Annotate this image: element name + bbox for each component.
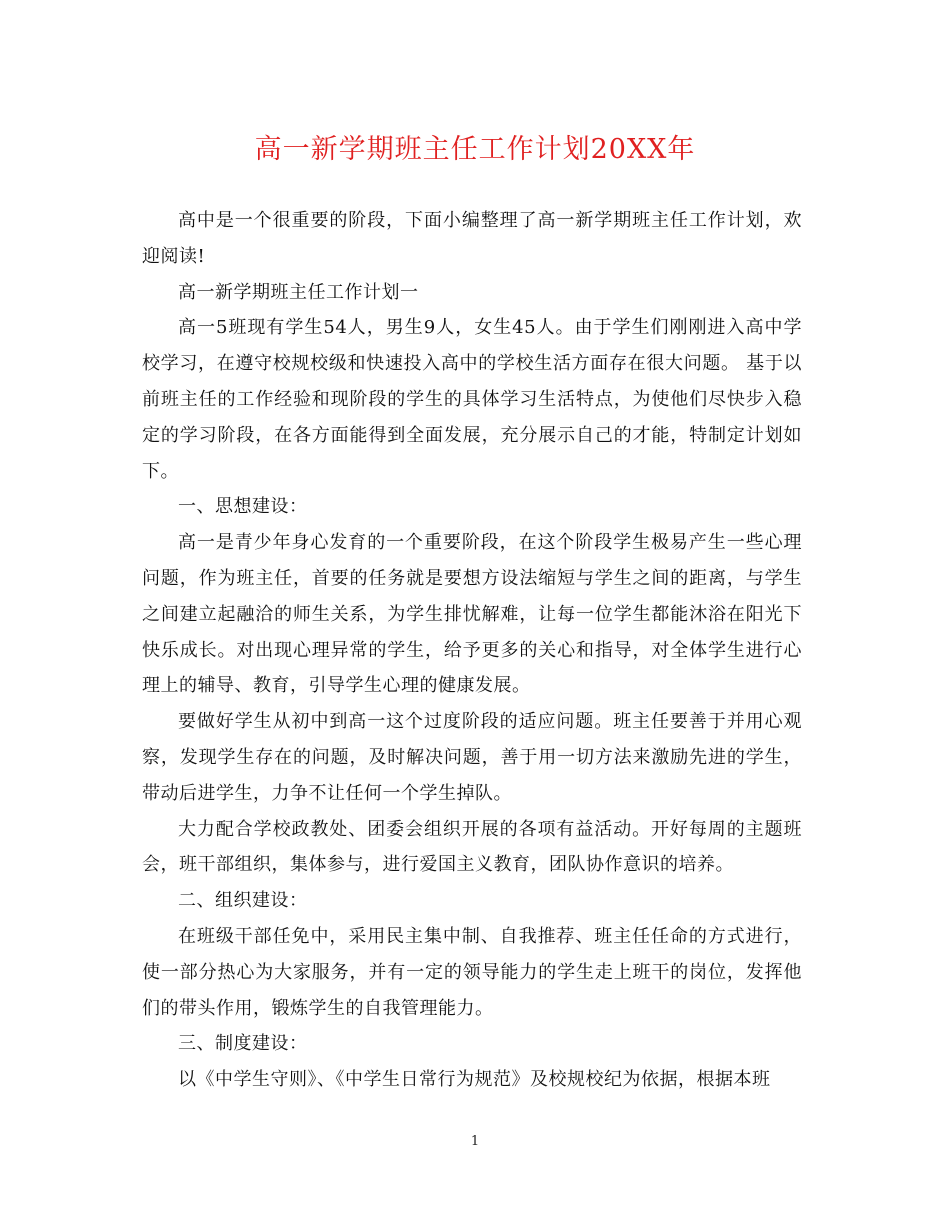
section-heading-ideology: 一、思想建设： (178, 496, 308, 518)
paragraph-plan-heading: 高一新学期班主任工作计划一 (178, 281, 419, 303)
section-heading-system: 三、制度建设： (178, 1033, 308, 1055)
page-number: 1 (470, 1134, 480, 1149)
paragraph-ideology-3: 大力配合学校政教处、团委会组织开展的各项有益活动。开好每周的主题班会，班干部组织，集体参与，进行爱国主义教育，团队协作意识的培养。 (142, 818, 802, 876)
paragraph-class-overview: 高一5班现有学生54人，男生9人，女生45人。由于学生们刚刚进入高中学校学习，在遵守校规校级和快速投入高中的学校生活方面存在很大问题。 基于以前班主任的工作经验和现阶段的学生的具体学习生活特点，为使他们尽快步入稳定的学习阶段，在各方面能得到全面发展，充分展示自己的才能，特制定计划如下。 (142, 317, 802, 482)
paragraph-organization: 在班级干部任免中，采用民主集中制、自我推荐、班主任任命的方式进行，使一部分热心为大家服务，并有一定的领导能力的学生走上班干的岗位，发挥他们的带头作用，锻炼学生的自我管理能力。 (142, 925, 802, 1019)
document-body (142, 203, 802, 1098)
paragraph-ideology-1: 高一是青少年身心发育的一个重要阶段，在这个阶段学生极易产生一些心理问题，作为班主任，首要的任务就是要想方设法缩短与学生之间的距离，与学生之间建立起融洽的师生关系，为学生排忧解难，让每一位学生都能沐浴在阳光下快乐成长。对出现心理异常的学生，给予更多的关心和指导，对全体学生进行心理上的辅导、教育，引导学生心理的健康发展。 (142, 532, 802, 697)
paragraph-intro: 高中是一个很重要的阶段，下面小编整理了高一新学期班主任工作计划，欢迎阅读! (142, 210, 802, 267)
document-title: 高一新学期班主任工作计划20XX年 (254, 134, 696, 165)
paragraph-ideology-2: 要做好学生从初中到高一这个过度阶段的适应问题。班主任要善于并用心观察，发现学生存在的问题，及时解决问题，善于用一切方法来激励先进的学生，带动后进学生，力争不让任何一个学生掉队。 (142, 711, 802, 804)
paragraph-system: 以《中学生守则》、《中学生日常行为规范》及校规校纪为依据，根据本班 (178, 1069, 771, 1091)
section-heading-organization: 二、组织建设： (178, 890, 308, 912)
